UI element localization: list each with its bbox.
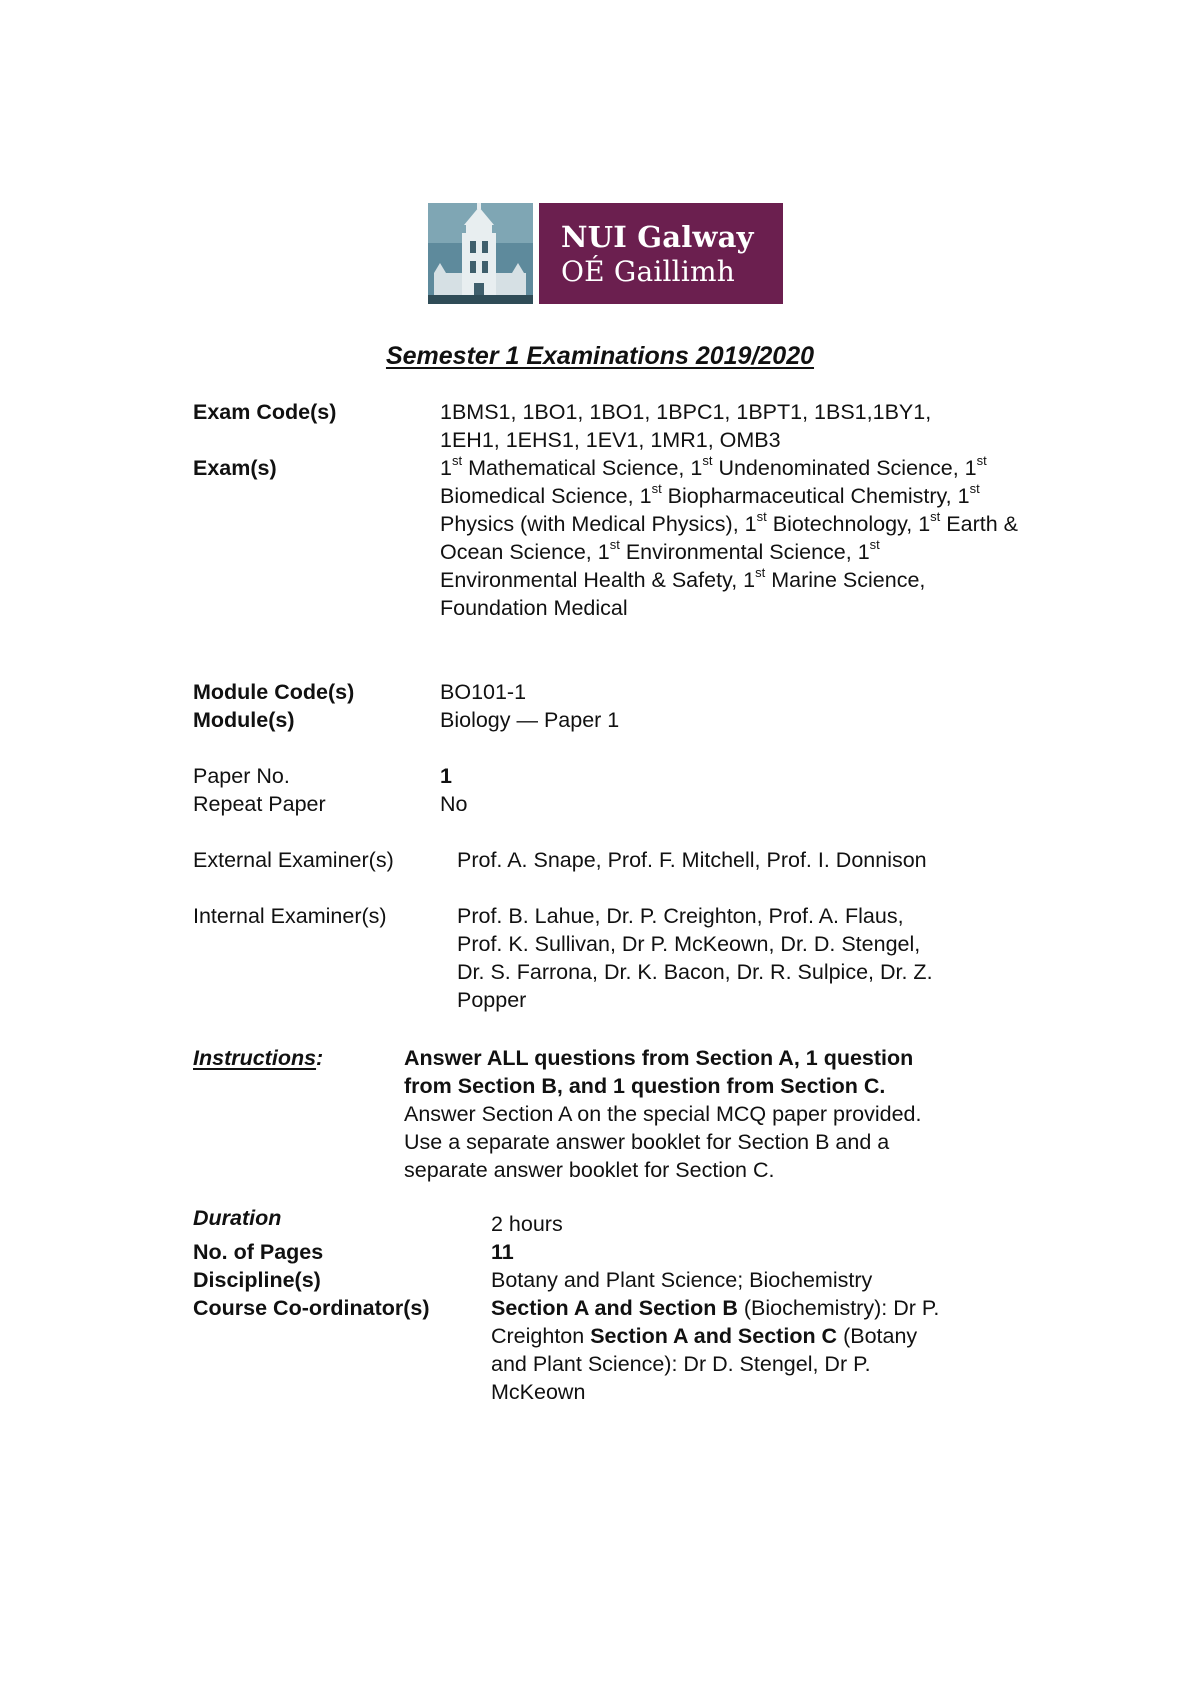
instructions-label: Instructions:: [193, 1046, 324, 1070]
external-examiners-label: External Examiner(s): [193, 848, 394, 872]
instructions-value: Answer ALL questions from Section A, 1 question from Section B, and 1 question from Section C. Answer Section A on the special MCQ paper provided. Use a separate answer booklet for Section B and a separate answer booklet for Section C.: [404, 1046, 922, 1182]
internal-examiners-value: Prof. B. Lahue, Dr. P. Creighton, Prof. A. Flaus, Prof. K. Sullivan, Dr P. McKeown, Dr. D. Stengel, Dr. S. Farrona, Dr. K. Bacon, Dr. R. Sulpice, Dr. Z. Popper: [457, 904, 933, 1012]
exams-label: Exam(s): [193, 456, 277, 480]
repeat-paper-value: No: [440, 792, 468, 816]
paper-no-value: 1: [440, 764, 452, 788]
paper-no-label: Paper No.: [193, 764, 290, 788]
external-examiners-value: Prof. A. Snape, Prof. F. Mitchell, Prof. I. Donnison: [457, 848, 927, 872]
nui-galway-logo: [428, 203, 783, 304]
module-codes-label: Module Code(s): [193, 680, 355, 704]
university-tower-crest-icon: [428, 203, 533, 304]
page-title: Semester 1 Examinations 2019/2020: [385, 342, 815, 370]
logo-name-english: NUI Galway: [561, 219, 754, 254]
logo-wordmark: [539, 203, 783, 304]
logo-name-irish: OÉ Gaillimh: [561, 254, 735, 288]
modules-label: Module(s): [193, 708, 295, 732]
course-coordinators-value: Section A and Section B (Biochemistry): Dr P. Creighton Section A and Section C (Botany and Plant Science): Dr D. Stengel, Dr P. McKeown: [491, 1296, 940, 1404]
duration-value: 2 hours: [491, 1212, 563, 1236]
repeat-paper-label: Repeat Paper: [193, 792, 326, 816]
exams-value: 1st Mathematical Science, 1st Undenominated Science, 1st Biomedical Science, 1st Biopharmaceutical Chemistry, 1st Physics (with Medical Physics), 1st Biotechnology, 1st Earth & Ocean Science, 1st Environmental Science, 1st Environmental Health & Safety, 1st Marine Science, Foundation Medical: [440, 452, 1018, 620]
no-of-pages-label: No. of Pages: [193, 1240, 324, 1264]
course-coordinators-label: Course Co-ordinator(s): [193, 1296, 430, 1320]
disciplines-value: Botany and Plant Science; Biochemistry: [491, 1268, 873, 1292]
internal-examiners-label: Internal Examiner(s): [193, 904, 387, 928]
modules-value: Biology — Paper 1: [440, 708, 620, 732]
module-codes-value: BO101-1: [440, 680, 527, 704]
duration-label: Duration: [193, 1206, 282, 1230]
ordinal: 1st: [440, 452, 463, 480]
exam-codes-value: 1BMS1, 1BO1, 1BO1, 1BPC1, 1BPT1, 1BS1,1BY1, 1EH1, 1EHS1, 1EV1, 1MR1, OMB3: [440, 400, 932, 452]
exam-codes-label: Exam Code(s): [193, 400, 337, 424]
no-of-pages-value: 11: [491, 1240, 514, 1264]
disciplines-label: Discipline(s): [193, 1268, 321, 1292]
